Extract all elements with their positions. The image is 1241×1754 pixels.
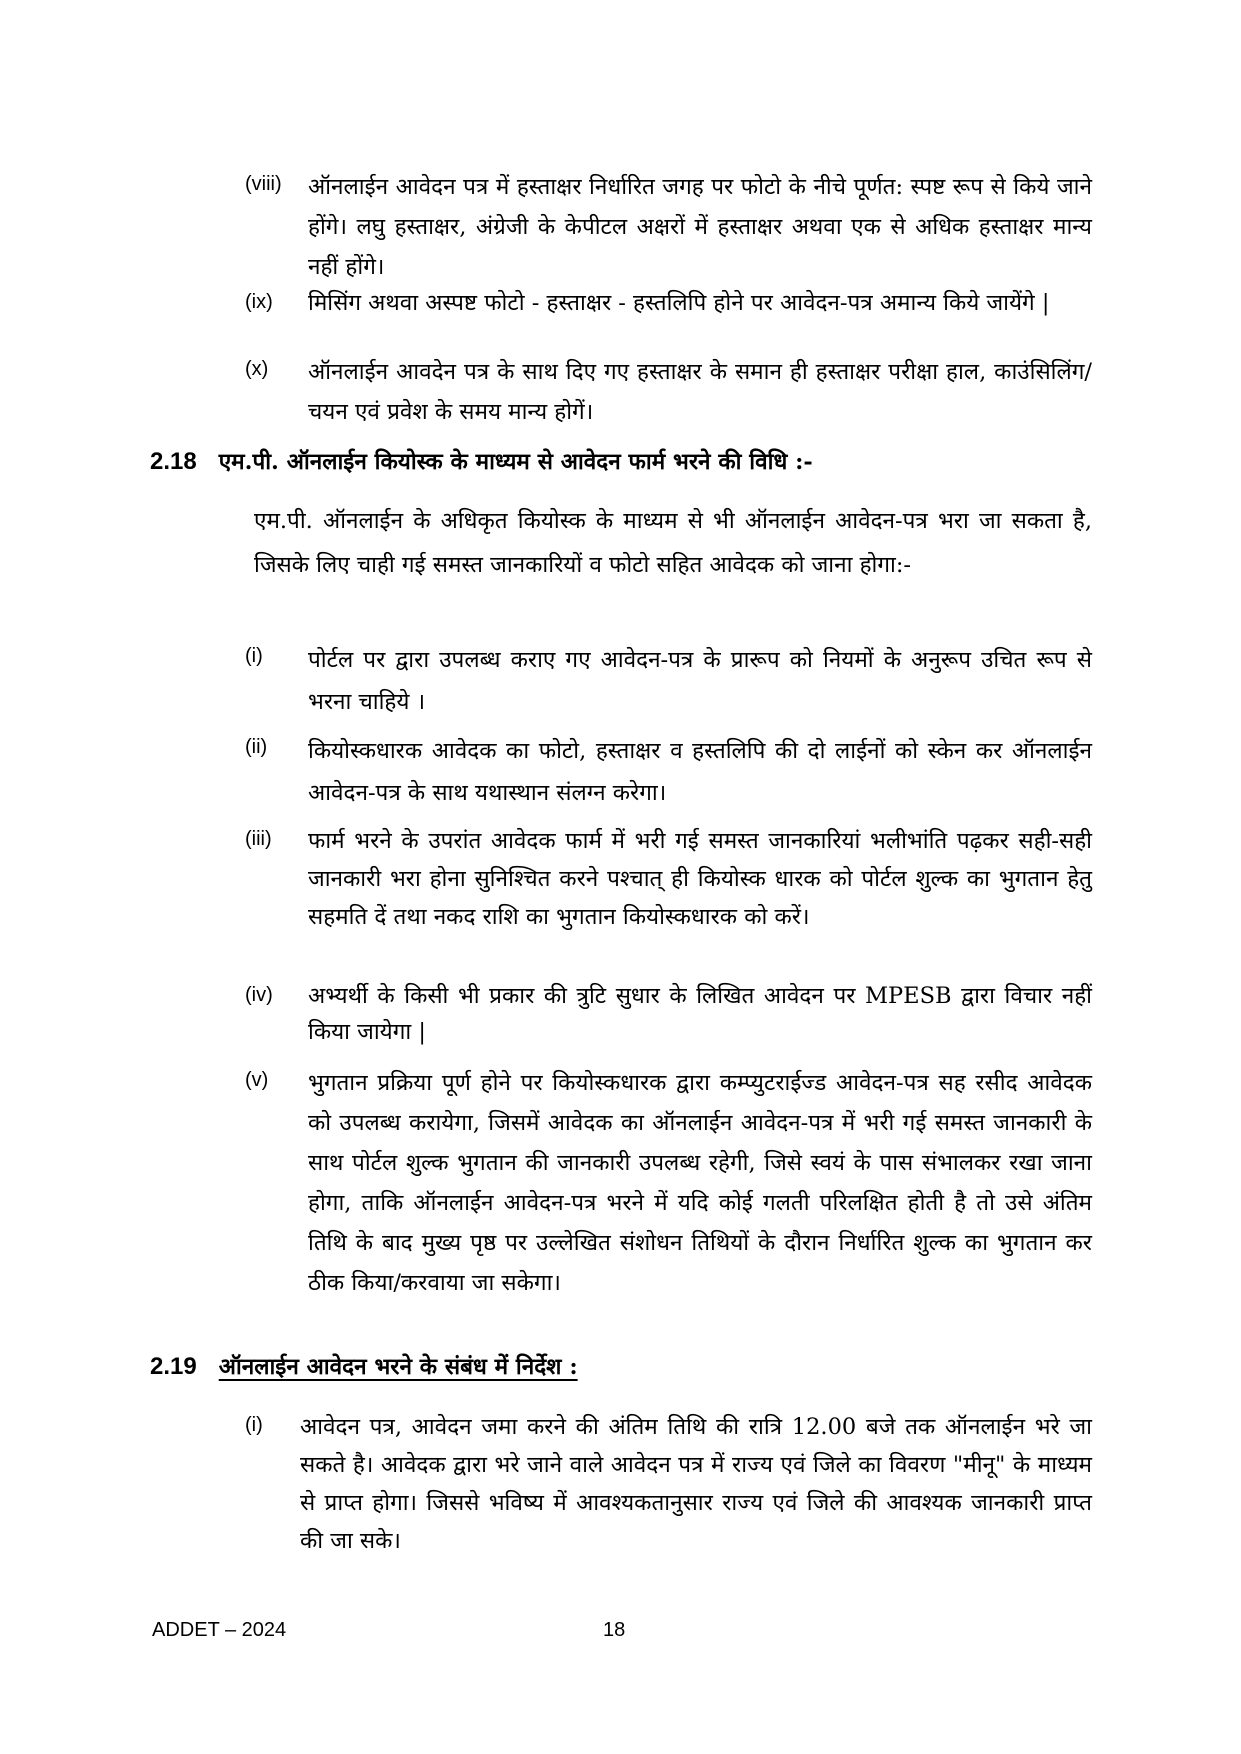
list-item-ii <box>246 730 1092 814</box>
item-number: (viii) <box>245 173 282 195</box>
list-item-x <box>246 352 1092 432</box>
item-number: (iv) <box>245 984 273 1006</box>
item-number: (i) <box>245 645 263 667</box>
item-text: पोर्टल पर द्वारा उपलब्ध कराए गए आवेदन-पत्र के प्रारूप को नियमों के अनुरूप उचित रूप से भरना चाहिये । <box>308 647 1092 715</box>
item-text: मिसिंग अथवा अस्पष्ट फोटो - हस्ताक्षर - हस्तलिपि होने पर आवेदन-पत्र अमान्य किये जायेंगे | <box>308 290 1050 316</box>
item-text: अभ्यर्थी के किसी भी प्रकार की त्रुटि सुधार के लिखित आवेदन पर MPESB द्वारा विचार नहीं किया जायेगा | <box>308 983 1092 1045</box>
section-number: 2.19 <box>150 1353 197 1380</box>
item-number: (ix) <box>245 291 273 313</box>
section-heading-2-18 <box>150 442 1110 482</box>
item-text: कियोस्कधारक आवेदक का फोटो, हस्ताक्षर व हस्तलिपि की दो लाईनों को स्केन कर ऑनलाईन आवेदन-पत्र के साथ यथास्थान संलग्न करेगा। <box>308 738 1092 806</box>
item-text: ऑनलाईन आवेदन पत्र में हस्ताक्षर निर्धारित जगह पर फोटो के नीचे पूर्णत: स्पष्ट रूप से किये जाने होंगे। लघु हस्ताक्षर, अंग्रेजी के केपीटल अक्षरों में हस्ताक्षर अथवा एक से अधिक हस्ताक्षर मान्य नहीं होंगे। <box>308 174 1092 280</box>
list-item-i <box>246 639 1092 723</box>
list-item-2-19-i <box>246 1408 1092 1560</box>
list-item-v <box>246 1063 1092 1303</box>
item-number: (v) <box>245 1069 269 1091</box>
section-intro: एम.पी. ऑनलाईन के अधिकृत कियोस्क के माध्यम से भी ऑनलाईन आवेदन-पत्र भरा जा सकता है, जिसके लिए चाही गई समस्त जानकारियों व फोटो सहित आवेदक को जाना होगा:- <box>254 508 1092 578</box>
item-text: ऑनलाईन आवदेन पत्र के साथ दिए गए हस्ताक्षर के समान ही हस्ताक्षर परीक्षा हाल, काउंसिलिंग/चयन एवं प्रवेश के समय मान्य होगें। <box>308 359 1092 425</box>
item-number: (ii) <box>245 736 268 758</box>
list-item-viii <box>246 167 1092 287</box>
item-text: फार्म भरने के उपरांत आवेदक फार्म में भरी गई समस्त जानकारियां भलीभांति पढ़कर सही-सही जानकारी भरा होना सुनिश्चित करने पश्चात् ही कियोस्क धारक को पोर्टल शुल्क का भुगतान हेतु सहमति दें तथा नकद राशि का भुगतान कियोस्कधारक को करें। <box>308 828 1092 930</box>
section-title: ऑनलाईन आवेदन भरने के संबंध में निर्देश : <box>218 1354 578 1380</box>
section-heading-2-19 <box>150 1347 1110 1387</box>
footer-page-number: 18 <box>603 1619 626 1641</box>
item-text: भुगतान प्रक्रिया पूर्ण होने पर कियोस्कधारक द्वारा कम्प्युटराईज्ड आवेदन-पत्र सह रसीद आवेदक को उपलब्ध करायेगा, जिसमें आवेदक का ऑनलाईन आवेदन-पत्र में भरी गई समस्त जानकारी के साथ पोर्टल शुल्क भुगतान की जानकारी उपलब्ध रहेगी, जिसे स्वयं के पास संभालकर रखा जाना होगा, ताकि ऑनलाईन आवेदन-पत्र भरने में यदि कोई गलती परिलक्षित होती है तो उसे अंतिम तिथि के बाद मुख्य पृष्ठ पर उल्लेखित संशोधन तिथियों के दौरान निर्धारित शुल्क का भुगतान कर ठीक किया/करवाया जा सकेगा। <box>308 1070 1092 1296</box>
footer-document-name: ADDET – 2024 <box>152 1619 287 1641</box>
list-item-iii <box>246 822 1092 936</box>
section-number: 2.18 <box>150 448 197 475</box>
item-number: (x) <box>245 358 269 380</box>
section-title: एम.पी. ऑनलाईन कियोस्क के माध्यम से आवेदन फार्म भरने की विधि :- <box>218 449 813 475</box>
item-text: आवेदन पत्र, आवेदन जमा करने की अंतिम तिथि की रात्रि 12.00 बजे तक ऑनलाईन भरे जा सकते है। आवेदक द्वारा भरे जाने वाले आवेदन पत्र में राज्य एवं जिले का विवरण "मीनू" के माध्यम से प्राप्त होगा। जिससे भविष्य में आवश्यकतानुसार राज्य एवं जिले की आवश्यक जानकारी प्राप्त की जा सके। <box>300 1414 1092 1554</box>
item-number: (iii) <box>245 828 272 850</box>
item-number: (i) <box>245 1414 263 1436</box>
list-item-ix <box>246 285 1092 321</box>
list-item-iv <box>246 978 1092 1050</box>
